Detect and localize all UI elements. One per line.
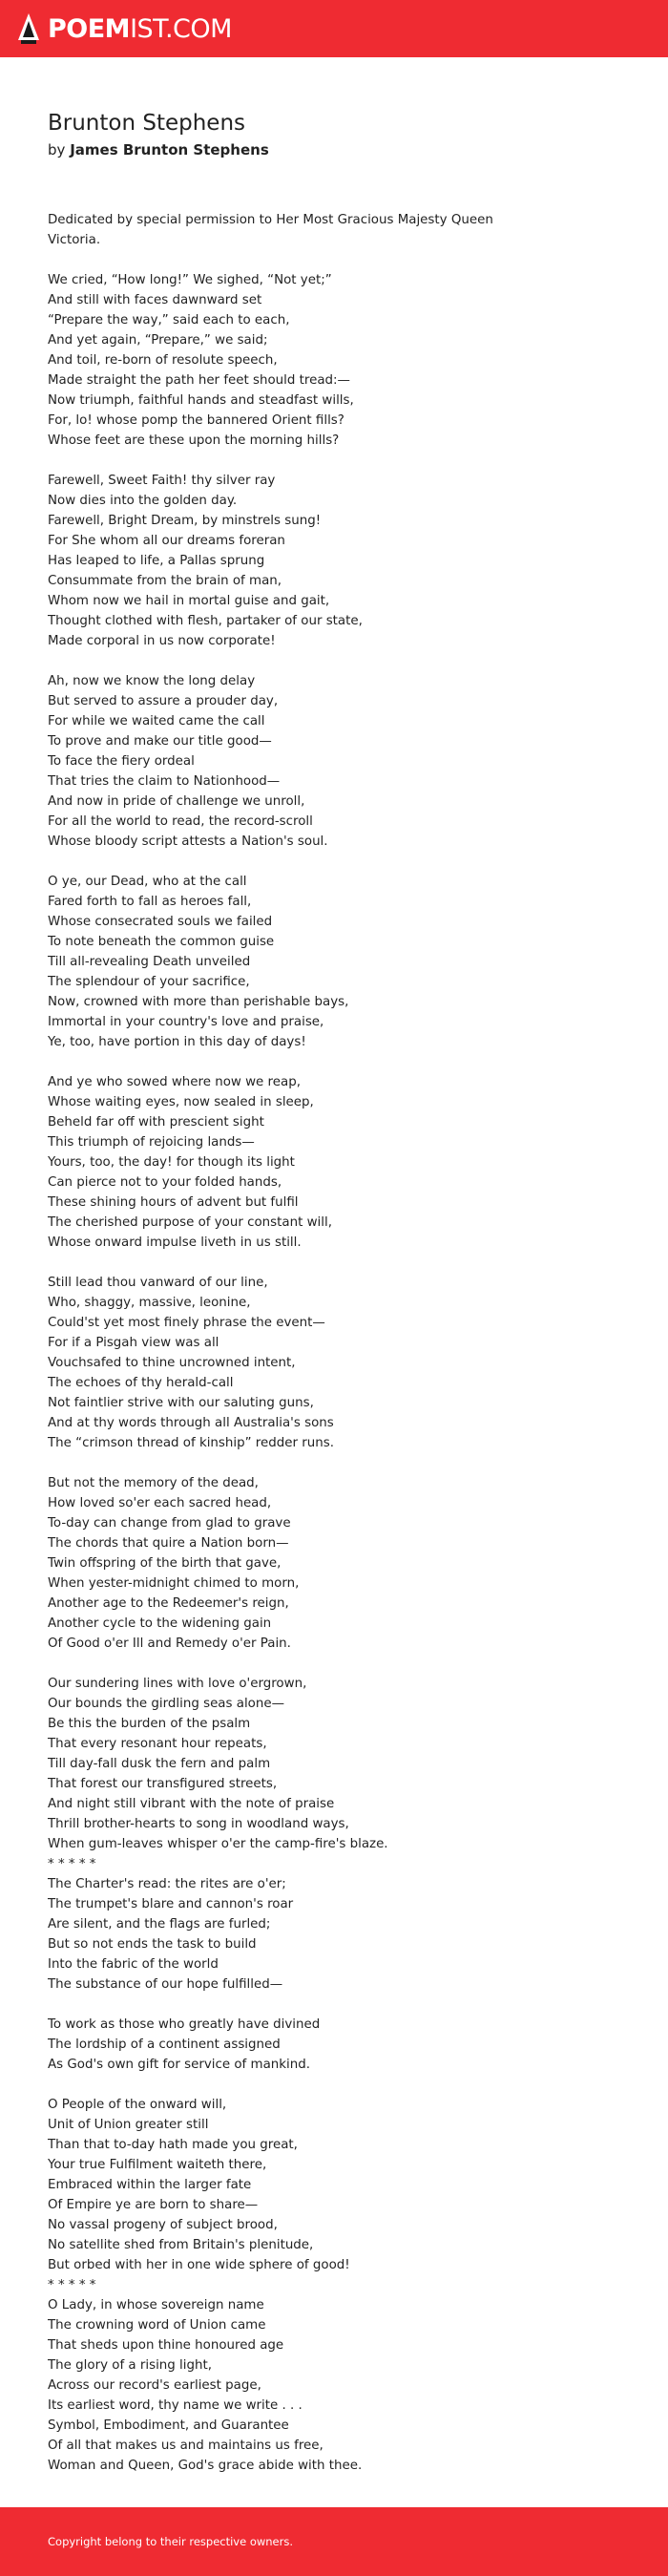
poem-line: For She whom all our dreams foreran: [48, 534, 285, 548]
poem-line: And toil, re-born of resolute speech,: [48, 353, 278, 368]
poem-line: When yester-midnight chimed to morn,: [48, 1576, 300, 1591]
poem-line: Farewell, Sweet Faith! thy silver ray: [48, 474, 276, 488]
poem-line: Has leaped to life, a Pallas sprung: [48, 554, 265, 568]
poem-line: Made corporal in us now corporate!: [48, 634, 276, 648]
poem-line: Can pierce not to your folded hands,: [48, 1175, 282, 1190]
poem-line: * * * * *: [48, 1857, 96, 1871]
poem-line: Whose feet are these upon the morning hills?: [48, 433, 340, 448]
poem-line: The Charter's read: the rites are o'er;: [48, 1877, 286, 1891]
poem-line: Whose consecrated souls we failed: [48, 915, 273, 929]
poem-line: Could'st yet most finely phrase the event—: [48, 1316, 325, 1330]
poem-line: This triumph of rejoicing lands—: [48, 1135, 255, 1150]
stanza: [48, 270, 620, 451]
poem-line: Till day-fall dusk the fern and palm: [48, 1757, 271, 1771]
logo-bold-text: POEM: [48, 13, 131, 44]
poem-line: The echoes of thy herald-call: [48, 1376, 234, 1390]
poem-line: O ye, our Dead, who at the call: [48, 875, 247, 889]
poem-line: And now in pride of challenge we unroll,: [48, 794, 305, 809]
poem-line: The glory of a rising light,: [48, 2358, 212, 2373]
poem-line: To prove and make our title good—: [48, 734, 272, 749]
poem-line: Consummate from the brain of man,: [48, 574, 282, 588]
poem-line: Of Empire ye are born to share—: [48, 2198, 259, 2212]
poem-line: But not the memory of the dead,: [48, 1476, 259, 1490]
poem-line: Another age to the Redeemer's reign,: [48, 1596, 289, 1611]
poem-line: Made straight the path her feet should tread:—: [48, 373, 350, 388]
poem-line: Be this the burden of the psalm: [48, 1717, 251, 1731]
poem-line: To work as those who greatly have divined: [48, 2017, 321, 2032]
poem-line: And yet again, “Prepare,” we said;: [48, 333, 268, 348]
poem-line: Of Good o'er Ill and Remedy o'er Pain.: [48, 1636, 291, 1651]
poem-line: No vassal progeny of subject brood,: [48, 2218, 278, 2232]
site-footer: [0, 2507, 668, 2576]
stanza: [48, 1273, 620, 1453]
poem-line: Across our record's earliest page,: [48, 2378, 261, 2393]
poem-line: To note beneath the common guise: [48, 935, 275, 949]
poem-line: That sheds upon thine honoured age: [48, 2338, 284, 2353]
poem-line: “Prepare the way,” said each to each,: [48, 313, 290, 327]
poem-line: But orbed with her in one wide sphere of good!: [48, 2258, 350, 2272]
poem-line: Ye, too, have portion in this day of days!: [48, 1035, 306, 1049]
poem-line: Your true Fulfilment waiteth there,: [48, 2158, 267, 2172]
stanza: [48, 471, 620, 651]
poem-line: And at thy words through all Australia's sons: [48, 1416, 334, 1430]
poem-line: Now triumph, faithful hands and steadfast wills,: [48, 393, 354, 408]
poem-line: Into the fabric of the world: [48, 1957, 219, 1972]
poem-line: Our bounds the girdling seas alone—: [48, 1697, 284, 1711]
poem-line: And night still vibrant with the note of praise: [48, 1797, 335, 1811]
by-label: by: [48, 141, 66, 158]
poem-line: For if a Pisgah view was all: [48, 1336, 219, 1350]
poem-line: No satellite shed from Britain's plenitude,: [48, 2238, 314, 2252]
poem-content: [0, 57, 668, 2507]
poem-line: Our sundering lines with love o'ergrown,: [48, 1677, 307, 1691]
stanza: [48, 1473, 620, 1654]
byline: [48, 141, 620, 158]
poem-line: To-day can change from glad to grave: [48, 1516, 291, 1531]
poem-line: Twin offspring of the birth that gave,: [48, 1556, 282, 1571]
poem-line: Beheld far off with prescient sight: [48, 1115, 264, 1130]
poem-line: Another cycle to the widening gain: [48, 1616, 272, 1631]
poem-line: The trumpet's blare and cannon's roar: [48, 1897, 294, 1911]
stanza: [48, 671, 620, 852]
stanza: [48, 2015, 620, 2075]
poem-line: The chords that quire a Nation born—: [48, 1536, 289, 1551]
logo-light-text: IST.COM: [130, 13, 232, 44]
poem-line: Fared forth to fall as heroes fall,: [48, 895, 252, 909]
poem-line: O People of the onward will,: [48, 2098, 227, 2112]
poem-line: Now, crowned with more than perishable bays,: [48, 995, 349, 1009]
poem-line: Till all-revealing Death unveiled: [48, 955, 251, 969]
site-logo[interactable]: [48, 14, 232, 44]
poem-line: When gum-leaves whisper o'er the camp-fire's blaze.: [48, 1837, 388, 1851]
poem-line: For while we waited came the call: [48, 714, 265, 728]
poem-line: Thrill brother-hearts to song in woodland ways,: [48, 1817, 349, 1831]
poem-line: Of all that makes us and maintains us free,: [48, 2439, 324, 2453]
poem-line: The crowning word of Union came: [48, 2318, 266, 2333]
stanza: [48, 2095, 620, 2476]
poem-line: Yours, too, the day! for though its light: [48, 1155, 295, 1170]
poem-line: For, lo! whose pomp the bannered Orient fills?: [48, 413, 344, 428]
poem-line: Are silent, and the flags are furled;: [48, 1917, 271, 1932]
poem-line: For all the world to read, the record-scroll: [48, 814, 313, 829]
poem-line: The cherished purpose of your constant will,: [48, 1215, 332, 1230]
copyright-text: Copyright belong to their respective owners.: [48, 2535, 294, 2548]
poem-line: Woman and Queen, God's grace abide with thee.: [48, 2459, 363, 2473]
poem-line: These shining hours of advent but fulfil: [48, 1195, 299, 1210]
poem-line: We cried, “How long!” We sighed, “Not yet;”: [48, 273, 332, 287]
poem-line: Embraced within the larger fate: [48, 2178, 252, 2192]
dedication-line: Victoria.: [48, 233, 101, 247]
poem-line: Now dies into the golden day.: [48, 494, 238, 508]
poem-line: That tries the claim to Nationhood—: [48, 774, 281, 789]
poem-line: Still lead thou vanward of our line,: [48, 1276, 268, 1290]
poem-line: How loved so'er each sacred head,: [48, 1496, 272, 1510]
poem-line: Whose onward impulse liveth in us still.: [48, 1235, 302, 1250]
author-name[interactable]: James Brunton Stephens: [70, 141, 269, 158]
poem-line: Vouchsafed to thine uncrowned intent,: [48, 1356, 296, 1370]
poem-line: Farewell, Bright Dream, by minstrels sung!: [48, 514, 322, 528]
poem-line: But so not ends the task to build: [48, 1937, 257, 1952]
poem-line: Thought clothed with flesh, partaker of our state,: [48, 614, 363, 628]
stanza: [48, 872, 620, 1052]
pen-nib-logo-icon[interactable]: [17, 12, 40, 45]
stanza: [48, 1072, 620, 1253]
poem-line: The splendour of your sacrifice,: [48, 975, 250, 989]
poem-line: As God's own gift for service of mankind.: [48, 2058, 310, 2072]
poem-body: [48, 270, 620, 2476]
poem-line: That forest our transfigured streets,: [48, 1777, 278, 1791]
poem-line: Whose waiting eyes, now sealed in sleep,: [48, 1095, 314, 1109]
site-header: [0, 0, 668, 57]
poem-line: Its earliest word, thy name we write . . .: [48, 2398, 303, 2413]
poem-line: Ah, now we know the long delay: [48, 674, 256, 688]
poem-title: Brunton Stephens: [48, 111, 246, 136]
poem-line: That every resonant hour repeats,: [48, 1737, 267, 1751]
poem-line: Symbol, Embodiment, and Guarantee: [48, 2418, 289, 2433]
poem-line: O Lady, in whose sovereign name: [48, 2298, 264, 2312]
poem-line: Who, shaggy, massive, leonine,: [48, 1296, 251, 1310]
poem-line: To face the fiery ordeal: [48, 754, 195, 769]
dedication: [48, 210, 620, 250]
poem-line: * * * * *: [48, 2278, 96, 2292]
poem-line: Whom now we hail in mortal guise and gait,: [48, 594, 330, 608]
poem-line: The lordship of a continent assigned: [48, 2038, 281, 2052]
poem-line: Whose bloody script attests a Nation's soul.: [48, 834, 328, 849]
poem-line: And still with faces dawnward set: [48, 293, 262, 307]
poem-line: Unit of Union greater still: [48, 2118, 209, 2132]
poem-line: The substance of our hope fulfilled—: [48, 1977, 283, 1992]
poem-line: The “crimson thread of kinship” redder runs.: [48, 1436, 334, 1450]
poem-line: Not faintlier strive with our saluting guns,: [48, 1396, 314, 1410]
stanza: [48, 1674, 620, 1995]
poem-line: Than that to-day hath made you great,: [48, 2138, 298, 2152]
poem-line: But served to assure a prouder day,: [48, 694, 279, 708]
poem-line: And ye who sowed where now we reap,: [48, 1075, 301, 1089]
dedication-line: Dedicated by special permission to Her Most Gracious Majesty Queen: [48, 213, 493, 227]
poem-line: Immortal in your country's love and praise,: [48, 1015, 324, 1029]
